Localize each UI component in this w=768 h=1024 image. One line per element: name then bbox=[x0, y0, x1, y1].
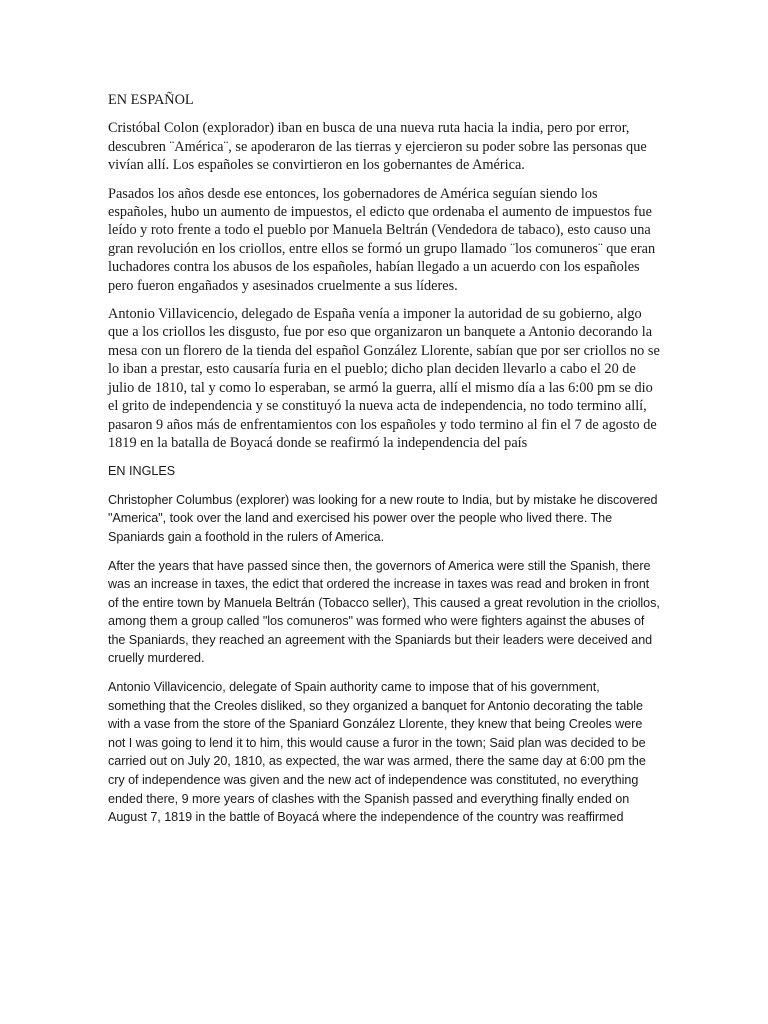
spanish-paragraph-2: Pasados los años desde ese entonces, los gobernadores de América seguían siendo los españoles, hubo un aumento de impuestos, el edicto que ordenaba el aumento de impuestos fue leído y roto frente a todo el pueblo por Manuela Beltrán (Vendedora de tabaco), esto causo una gran revolución en los criollos, entre ellos se formó un grupo llamado ¨los comuneros¨ que eran luchadores contra los abusos de los españoles, habían llegado a un acuerdo con los españoles pero fueron engañados y asesinados cruelmente a sus líderes. bbox=[108, 185, 656, 294]
spanish-paragraph-1: Cristóbal Colon (explorador) iban en busca de una nueva ruta hacia la india, pero por error, descubren ¨América¨, se apoderaron de las tierras y ejercieron su poder sobre las personas que vivían allí. Los españoles se convirtieron en los gobernantes de América. bbox=[108, 120, 647, 174]
spanish-paragraph-3: Antonio Villavicencio, delegado de España venía a imponer la autoridad de su gobierno, algo que a los criollos les disgusto, fue por eso que organizaron un banquete a Antonio decorando la mesa con un florero de la tienda del español González Llorente, sabían que por ser criollos no se lo iban a prestar, esto causaría furia en el pueblo; dicho plan deciden llevarlo a cabo el 20 de julio de 1810, tal y como lo esperaban, se armó la guerra, allí el mismo día a las 6:00 pm se dio el grito de independencia y se constituyó la nueva acta de independencia, no todo termino allí, pasaron 9 años más de enfrentamientos con los españoles y todo termino al fin el 7 de agosto de 1819 en la batalla de Boyacá donde se reafirmó la independencia del país bbox=[108, 306, 660, 451]
spanish-heading: EN ESPAÑOL bbox=[108, 92, 194, 108]
english-paragraph-2: After the years that have passed since then, the governors of America were still the Spanish, there was an increase in taxes, the edict that ordered the increase in taxes was read and broken in front of the entire town by Manuela Beltrán (Tobacco seller), This caused a great revolution in the criollos, among them a group called "los comuneros" was formed who were fighters against the abuses of the Spaniards, they reached an agreement with the Spaniards but their leaders were deceived and cruelly murdered. bbox=[108, 558, 660, 666]
document-content bbox=[108, 91, 660, 837]
english-paragraph-1: Christopher Columbus (explorer) was looking for a new route to India, but by mistake he discovered "America", took over the land and exercised his power over the people who lived there. The Spaniards gain a foothold in the rulers of America. bbox=[108, 492, 658, 544]
english-paragraph-3: Antonio Villavicencio, delegate of Spain authority came to impose that of his government, something that the Creoles disliked, so they organized a banquet for Antonio decorating the table with a vase from the store of the Spaniard González Llorente, they knew that being Creoles were not I was going to lend it to him, this would cause a furor in the town; Said plan was decided to be carried out on July 20, 1810, as expected, the war was armed, there the same day at 6:00 pm the cry of independence was given and the new act of independence was constituted, no everything ended there, 9 more years of clashes with the Spanish passed and everything finally ended on August 7, 1819 in the battle of Boyacá where the independence of the country was reaffirmed bbox=[108, 680, 646, 825]
english-heading: EN INGLES bbox=[108, 464, 176, 479]
